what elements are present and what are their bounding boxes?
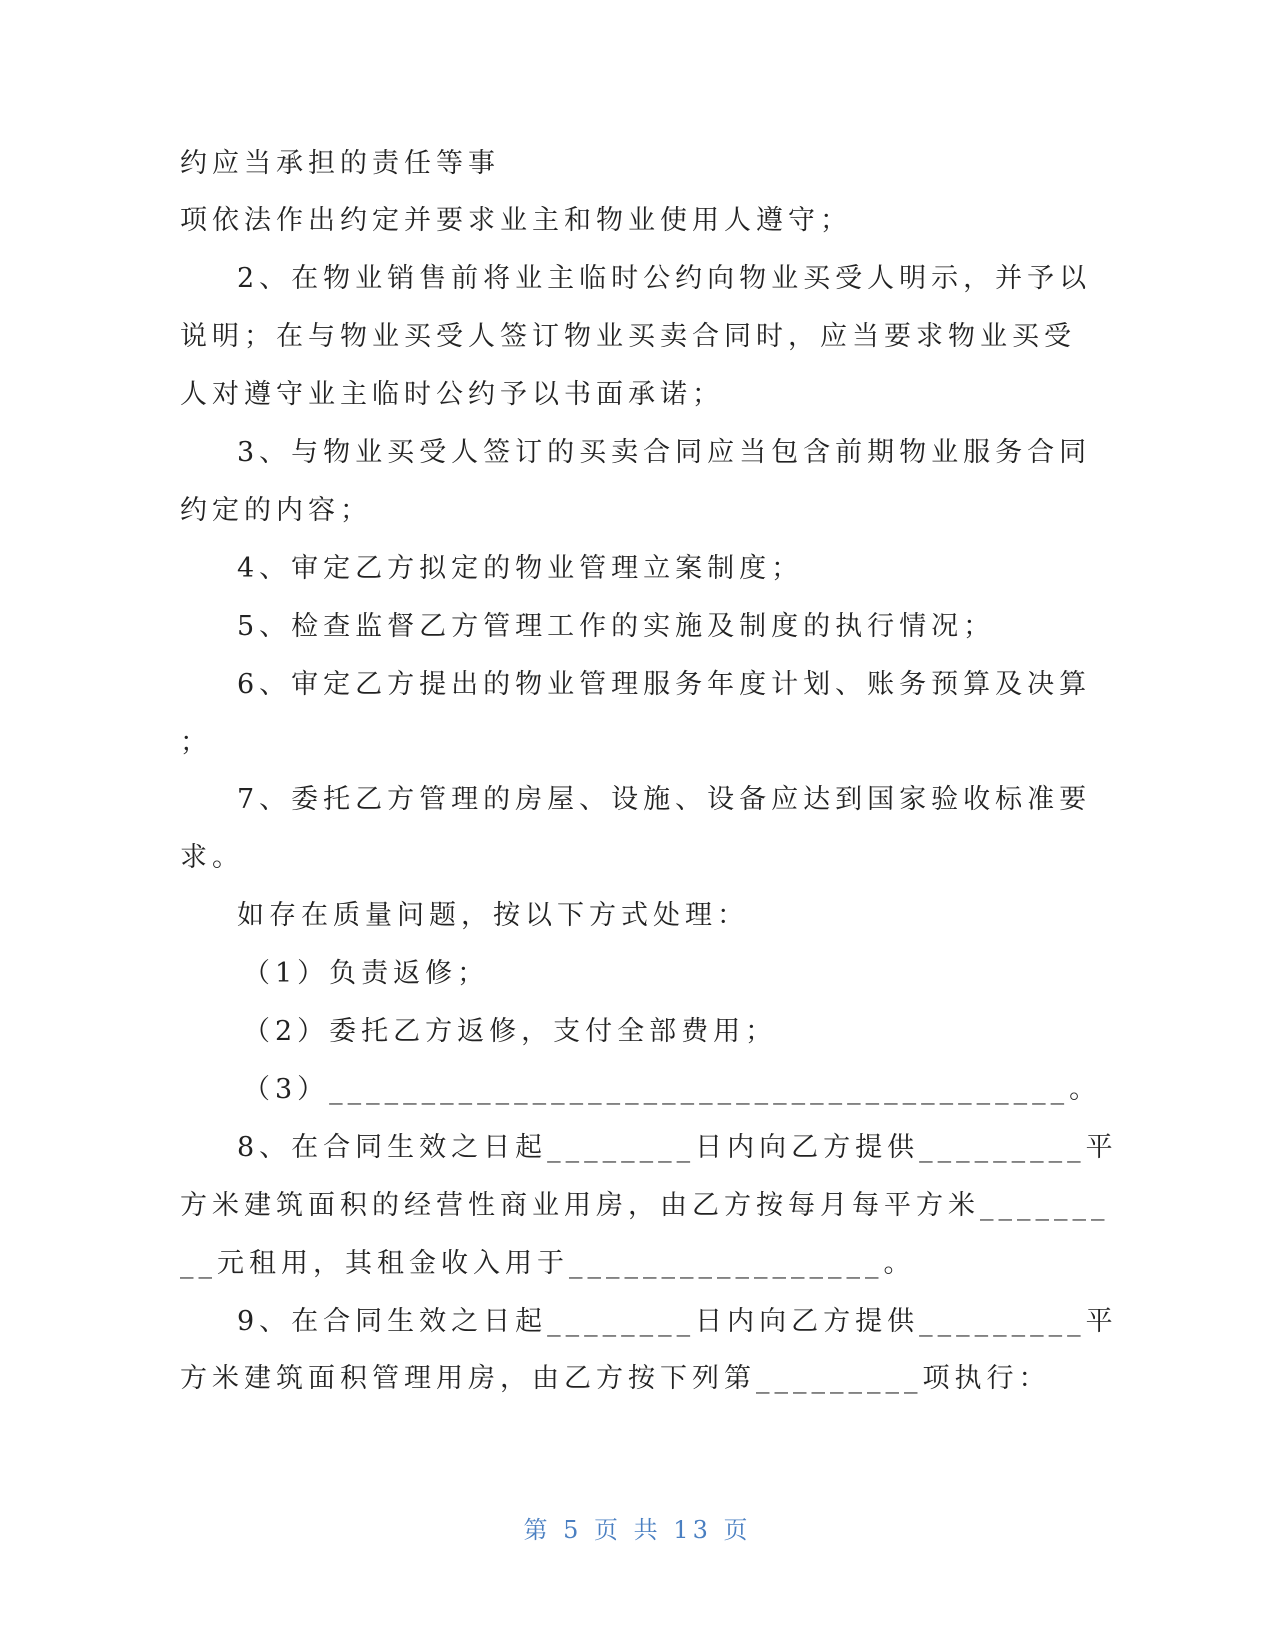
text-line: ；	[180, 727, 212, 758]
text-line: 7、委托乙方管理的房屋、设施、设备应达到国家验收标准要	[237, 784, 1092, 815]
text-line: 方米建筑面积管理用房，由乙方按下列第_________项执行：	[180, 1363, 1051, 1394]
text-line: 方米建筑面积的经营性商业用房，由乙方按每月每平方米_______	[180, 1190, 1110, 1221]
text-line: （3）________________________________________。	[243, 1074, 1102, 1105]
text-line: 4、审定乙方拟定的物业管理立案制度；	[237, 553, 804, 584]
text-line: 5、检查监督乙方管理工作的实施及制度的执行情况；	[237, 611, 996, 642]
text-line: 6、审定乙方提出的物业管理服务年度计划、账务预算及决算	[237, 669, 1092, 700]
text-line: 约定的内容；	[180, 495, 372, 526]
page-number-footer: 第 5 页 共 13 页	[523, 1516, 752, 1544]
text-line: （1）负责返修；	[243, 958, 490, 989]
text-line: 项依法作出约定并要求业主和物业使用人遵守；	[180, 205, 852, 236]
text-line: 说明；在与物业买受人签订物业买卖合同时，应当要求物业买受	[180, 321, 1076, 352]
text-line: 如存在质量问题，按以下方式处理：	[237, 900, 749, 931]
text-line: __元租用，其租金收入用于_________________。	[180, 1248, 916, 1279]
text-line: 人对遵守业主临时公约予以书面承诺；	[180, 379, 724, 410]
text-line: 3、与物业买受人签订的买卖合同应当包含前期物业服务合同	[237, 437, 1092, 468]
text-line: 约应当承担的责任等事	[180, 148, 500, 179]
text-line: 9、在合同生效之日起________日内向乙方提供_________平	[237, 1306, 1118, 1337]
text-line: 8、在合同生效之日起________日内向乙方提供_________平	[237, 1132, 1118, 1163]
text-line: 2、在物业销售前将业主临时公约向物业买受人明示，并予以	[237, 263, 1092, 294]
text-line: （2）委托乙方返修，支付全部费用；	[243, 1016, 778, 1047]
text-line: 求。	[180, 842, 244, 873]
